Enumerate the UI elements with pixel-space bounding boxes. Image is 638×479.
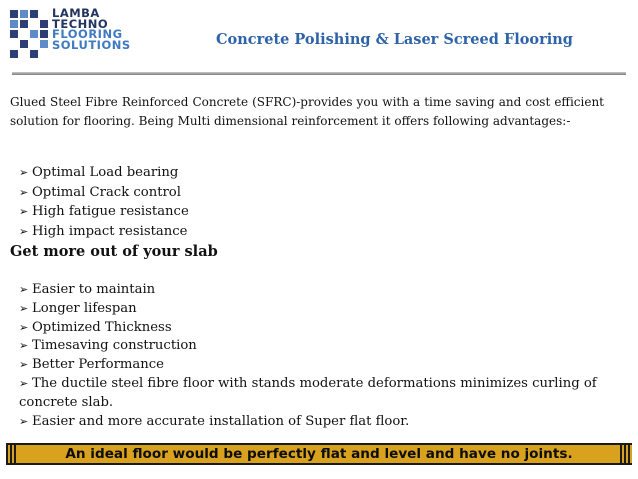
logo-tiles-icon [10, 10, 50, 58]
checkmark-arrow-icon: ➢ [19, 283, 29, 296]
checkmark-arrow-icon: ➢ [19, 376, 29, 390]
banner-stripes-decoration [620, 445, 632, 463]
banner-text: An ideal floor would be perfectly flat and level and have no joints. [65, 446, 573, 462]
checkmark-arrow-icon: ➢ [19, 320, 29, 334]
company-logo [10, 8, 150, 68]
header-divider [12, 72, 626, 75]
list-item: ➢ Better Performance [19, 356, 609, 375]
footer-banner [6, 443, 632, 465]
list-item: ➢ Timesaving construction [19, 337, 609, 356]
list-item: ➢ Optimal Crack control [19, 183, 189, 203]
benefits-list [19, 281, 609, 431]
checkmark-arrow-icon: ➢ [19, 224, 29, 238]
logo-line: LAMBA [52, 6, 100, 20]
advantages-list [19, 163, 189, 241]
checkmark-arrow-icon: ➢ [19, 414, 29, 428]
list-item: ➢ Optimal Load bearing [19, 163, 189, 183]
list-item: ➢ High fatigue resistance [19, 202, 189, 222]
logo-wordmark [52, 8, 150, 50]
list-item: ➢ Easier to maintain [19, 281, 609, 300]
checkmark-arrow-icon: ➢ [19, 339, 29, 353]
intro-paragraph: Glued Steel Fibre Reinforced Concrete (SFRC)-provides you with a time saving and cost efficient solution for flooring. Being Multi dimensional reinforcement it offers following advantages:- [10, 95, 604, 128]
checkmark-arrow-icon: ➢ [19, 301, 29, 315]
logo-line: TECHNO [52, 16, 109, 31]
list-item: ➢ Optimized Thickness [19, 319, 609, 338]
list-item: ➢ Longer lifespan [19, 300, 609, 319]
section-heading: Get more out of your slab [10, 243, 218, 260]
logo-line: FLOORING [52, 27, 123, 41]
list-item: ➢ High impact resistance [19, 222, 189, 242]
checkmark-arrow-icon: ➢ [19, 185, 29, 199]
checkmark-arrow-icon: ➢ [19, 358, 29, 372]
checkmark-arrow-icon: ➢ [19, 205, 29, 218]
checkmark-arrow-icon: ➢ [19, 166, 29, 179]
page-title: Concrete Polishing & Laser Screed Flooring [216, 31, 573, 48]
list-item: ➢ The ductile steel fibre floor with stands moderate deformations minimizes curling of concrete slab. [19, 375, 597, 410]
logo-line: SOLUTIONS [52, 37, 131, 52]
list-item: ➢ Easier and more accurate installation of Super flat floor. [19, 413, 609, 432]
